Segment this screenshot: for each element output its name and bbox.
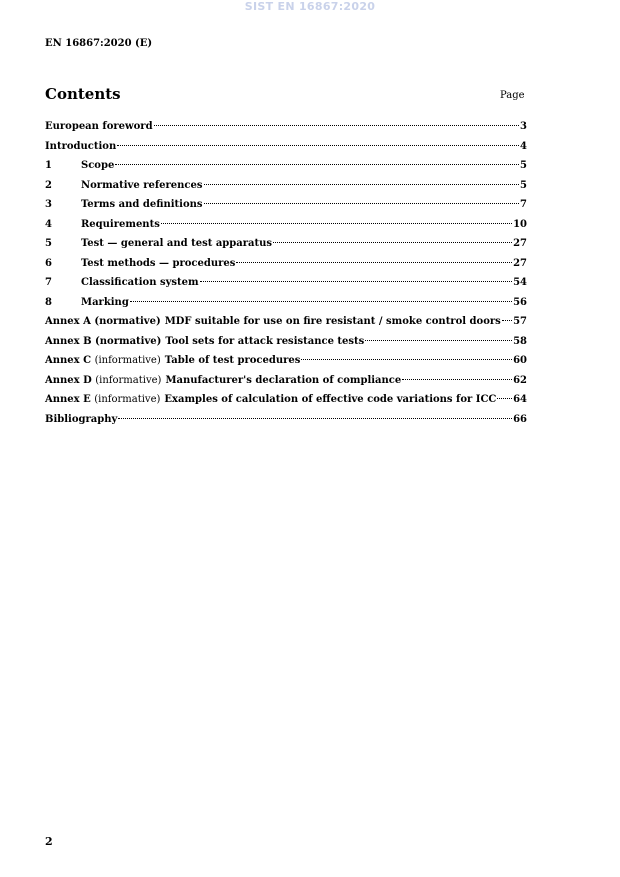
toc-entry-title: Marking <box>81 296 129 308</box>
toc-entry-terms-and-definitions[interactable] <box>45 195 527 215</box>
annex-id: Annex C <box>45 355 92 366</box>
watermark: SIST EN 16867:2020 <box>244 0 376 13</box>
toc-entry-page: 4 <box>520 140 527 152</box>
annex-id: Annex D <box>45 374 92 386</box>
table-of-contents <box>45 117 527 429</box>
toc-entry-page: 5 <box>520 179 527 191</box>
toc-entry-marking[interactable] <box>45 293 527 313</box>
toc-entry-title: Tool sets for attack resistance tests <box>165 335 365 347</box>
toc-entry-number: 3 <box>45 199 52 210</box>
toc-entry-annex-a[interactable] <box>45 312 527 332</box>
toc-entry-title: Test methods — procedures <box>81 257 236 269</box>
toc-entry-title: Bibliography <box>45 413 118 425</box>
toc-entry-title: Classification system <box>81 277 199 288</box>
toc-entry-page: 5 <box>520 160 527 171</box>
annex-kind: (normative) <box>94 316 161 327</box>
annex-label <box>45 371 161 391</box>
toc-entry-title: Manufacturer's declaration of compliance <box>165 374 402 386</box>
toc-entry-number: 7 <box>45 277 52 288</box>
toc-entry-title: MDF suitable for use on fire resistant / smoke control doors <box>164 316 501 327</box>
toc-entry-bibliography[interactable] <box>45 410 527 430</box>
annex-kind: (informative) <box>94 394 161 405</box>
toc-leader-dots <box>365 340 512 341</box>
toc-entry-number: 1 <box>45 160 52 171</box>
toc-entry-annex-d[interactable] <box>45 371 527 391</box>
toc-entry-number: 5 <box>45 238 52 249</box>
toc-entry-number: 4 <box>45 218 52 230</box>
toc-entry-page: 54 <box>513 277 527 288</box>
toc-leader-dots <box>200 281 512 282</box>
toc-leader-dots <box>204 184 520 185</box>
toc-entry-title: Introduction <box>45 140 117 152</box>
toc-entry-page: 58 <box>513 335 527 347</box>
toc-entry-page: 27 <box>513 257 527 269</box>
page-number: 2 <box>45 835 53 848</box>
toc-entry-page: 60 <box>513 355 527 366</box>
toc-entry-classification-system[interactable] <box>45 273 527 293</box>
toc-leader-dots <box>115 164 519 165</box>
toc-leader-dots <box>161 223 512 224</box>
toc-leader-dots <box>502 320 512 321</box>
toc-entry-test-general[interactable] <box>45 234 527 254</box>
toc-entry-title: Normative references <box>81 179 203 191</box>
toc-entry-annex-e[interactable] <box>45 390 527 410</box>
toc-entry-number: 6 <box>45 257 52 269</box>
toc-entry-number: 8 <box>45 296 52 308</box>
contents-title: Contents <box>45 85 121 103</box>
toc-entry-requirements[interactable] <box>45 215 527 235</box>
toc-leader-dots <box>154 125 519 126</box>
annex-id: Annex B <box>45 335 92 347</box>
toc-leader-dots <box>117 145 519 146</box>
toc-leader-dots <box>118 418 512 419</box>
toc-entry-page: 56 <box>513 296 527 308</box>
toc-entry-title: Test — general and test apparatus <box>81 238 273 249</box>
annex-label <box>45 351 161 371</box>
toc-entry-european-foreword[interactable] <box>45 117 527 137</box>
toc-leader-dots <box>301 359 512 360</box>
toc-entry-scope[interactable] <box>45 156 527 176</box>
toc-entry-page: 62 <box>513 374 527 386</box>
toc-leader-dots <box>204 203 520 204</box>
toc-entry-page: 3 <box>520 121 527 132</box>
annex-id: Annex A <box>45 316 91 327</box>
annex-id: Annex E <box>45 394 91 405</box>
toc-leader-dots <box>497 398 512 399</box>
annex-kind: (informative) <box>94 355 161 366</box>
toc-entry-page: 57 <box>513 316 527 327</box>
toc-entry-title: European foreword <box>45 121 153 132</box>
annex-label <box>45 332 161 352</box>
toc-entry-title: Table of test procedures <box>164 355 301 366</box>
page-column-heading: Page <box>500 90 525 101</box>
toc-entry-normative-references[interactable] <box>45 176 527 196</box>
toc-entry-test-methods[interactable] <box>45 254 527 274</box>
annex-kind: (informative) <box>95 374 162 386</box>
toc-leader-dots <box>402 379 512 380</box>
toc-entry-annex-c[interactable] <box>45 351 527 371</box>
toc-leader-dots <box>130 301 512 302</box>
toc-leader-dots <box>273 242 512 243</box>
toc-entry-title: Examples of calculation of effective code variations for ICC <box>164 394 497 405</box>
toc-entry-number: 2 <box>45 179 52 191</box>
toc-entry-annex-b[interactable] <box>45 332 527 352</box>
toc-entry-introduction[interactable] <box>45 137 527 157</box>
toc-entry-page: 7 <box>520 199 527 210</box>
toc-entry-title: Scope <box>81 160 115 171</box>
toc-entry-title: Requirements <box>81 218 160 230</box>
document-id: EN 16867:2020 (E) <box>45 38 153 49</box>
toc-entry-page: 66 <box>513 413 527 425</box>
annex-label <box>45 390 160 410</box>
toc-entry-title: Terms and definitions <box>81 199 203 210</box>
toc-entry-page: 64 <box>513 394 527 405</box>
toc-leader-dots <box>236 262 512 263</box>
toc-entry-page: 27 <box>513 238 527 249</box>
toc-entry-page: 10 <box>513 218 527 230</box>
annex-kind: (normative) <box>95 335 162 347</box>
annex-label <box>45 312 161 332</box>
